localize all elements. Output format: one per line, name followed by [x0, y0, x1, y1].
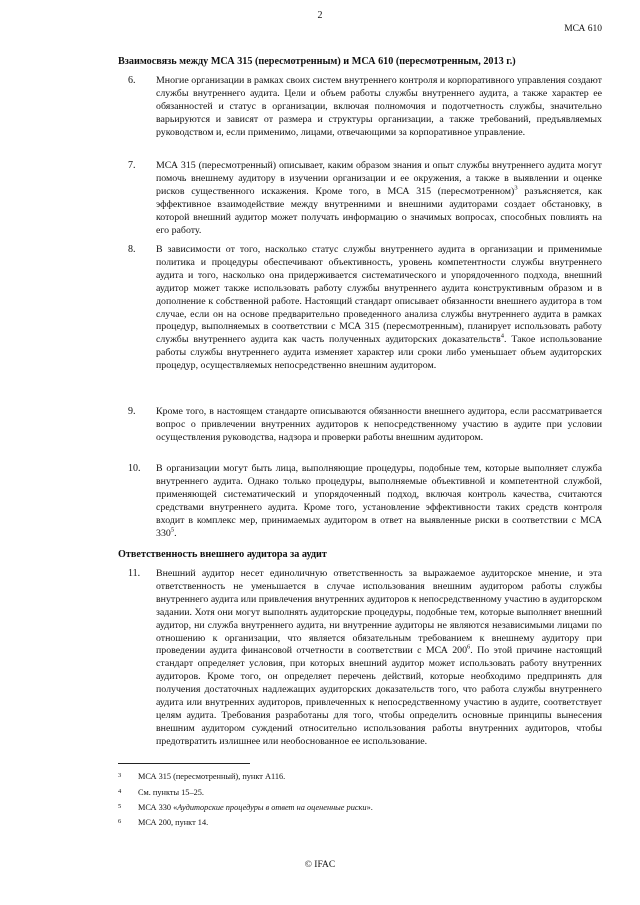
paragraph-text: В зависимости от того, насколько статус службы внутреннего аудита в организации и применимые политика и процедуры обеспечивают объективность, уровень компетентности службы внутреннего аудита и того, насколько она придерживается систематического и упорядоченного подхода, внешний аудитор может также использовать работу службы внутреннего аудита конструктивным образом и в дополнение к собственной работе. Настоящий стандарт описывает обязанности внешнего аудитора в том случае, если он на основе предварительно проведенного анализа службы внутреннего аудита в рамках процедур, выполняемых в соответствии с МСА 315 (пересмотренным), планирует использовать работу службы внутреннего аудита как часть полученных аудиторских доказательств$^4$. Такое использование работы службы внутреннего аудита изменяет характер или сроки либо уменьшает объем аудиторских процедур, осуществляемых непосредственно внешним аудитором. — [156, 244, 602, 372]
document-code: МСА 610 — [564, 24, 602, 34]
page-number: 2 — [317, 10, 323, 21]
footnote-text: МСА 200, пункт 14. — [138, 818, 209, 827]
section-heading: Взаимосвязь между МСА 315 (пересмотренным) и МСА 610 (пересмотренным, 2013 г.) — [118, 56, 516, 67]
footnote-ref: 4 — [500, 333, 504, 341]
footnote-text: См. пункты 15–25. — [138, 788, 204, 797]
paragraph-number: 7. — [128, 160, 136, 171]
footnote-text: МСА 315 (пересмотренный), пункт A116. — [138, 772, 286, 781]
paragraph-text: МСА 315 (пересмотренный) описывает, каким образом знания и опыт службы внутреннего аудита могут помочь внешнему аудитору в изучении организации и ее окружения, а также в выявлении и оценке рисков существенного искажения. Кроме того, в МСА 315 (пересмотренном)$^3$ разъясняется, как эффективное взаимодействие между внутренними и внешними аудиторами создает обстановку, в которой внешний аудитор может получать информацию о значимых вопросах, способных повлиять на его работу. — [156, 160, 603, 236]
footnote-ref: 3 — [514, 184, 518, 192]
paragraph-text: Многие организации в рамках своих систем внутреннего контроля и корпоративного управления создают службы внутреннего аудита. Цели и объем работы службы внутреннего аудита, а также характер ее обязанностей и статус в организации, включая полномочия и подотчетность службы, значительно варьируются и зависят от размера и структуры организации, а также требований, предъявляемых руководством и, если применимо, лицами, отвечающими за корпоративное управление. — [156, 75, 602, 138]
footnote-ref: 6 — [467, 644, 471, 652]
section-heading: Ответственность внешнего аудитора за аудит — [118, 549, 327, 560]
footnote-divider — [118, 763, 250, 764]
paragraph-number: 9. — [128, 406, 136, 417]
paragraph-text: Кроме того, в настоящем стандарте описываются обязанности внешнего аудитора, если рассматривается вопрос о привлечении внутренних аудиторов к непосредственному участию в аудите при условии осуществления руководства, надзора и проверки работы внешним аудитором. — [156, 406, 602, 443]
footnote-number: 4 — [118, 788, 122, 795]
footnote-number: 5 — [118, 803, 122, 810]
paragraph-text: Внешний аудитор несет единоличную ответственность за выражаемое аудиторское мнение, и эта ответственность не уменьшается в случае использования внешним аудитором работы службы внутреннего аудита или привлечения внутренних аудиторов к непосредственному участию в аудиторском задании. Хотя они могут выполнять аудиторские процедуры, подобные тем, которые выполняет внешний аудитор, ни служба внутреннего аудита, ни внутренние аудиторы не являются независимыми лицами по отношению к организации, что является обязательным требованием к внешнему аудитору при проведении аудита финансовой отчетности в соответствии с МСА $200^6$. По этой причине настоящий стандарт определяет условия, при которых внешний аудитор может использовать работу внутренних аудиторов. Кроме того, он определяет перечень действий, которые необходимо предпринять для получения достаточных надлежащих аудиторских доказательств того, что работа службы внутреннего аудита или внутренних аудиторов, привлеченных к непосредственному участию в аудите, соответствует целям аудита. Требования разработаны для того, чтобы определить основные принципы вынесения внешним аудитором суждений относительно использования работы внутренних аудиторов, чтобы предотвратить излишнее или необоснованное ее использование. — [156, 568, 602, 747]
paragraph-number: 10. — [128, 463, 141, 474]
paragraph-number: 8. — [128, 244, 136, 255]
copyright-footer: © IFAC — [304, 860, 336, 870]
footnote-text: МСА 330 «Аудиторские процедуры в ответ на оцененные риски». — [138, 803, 373, 812]
paragraph-number: 6. — [128, 75, 136, 86]
footnote-number: 6 — [118, 818, 122, 825]
footnote-ref: 5 — [170, 526, 175, 534]
paragraph-number: 11. — [128, 568, 141, 579]
footnote-number: 3 — [118, 772, 122, 779]
paragraph-text: В организации могут быть лица, выполняющие процедуры, подобные тем, которые выполняет служба внутреннего аудита. Однако только процедуры, выполняемые объективной и компетентной службой, применяющей систематический и упорядоченный подход, включая контроль качества, считаются средствами внутреннего аудита. Кроме того, установление эффективности таких средств контроля входит в комплекс мер, принимаемых аудитором в ответ на выявленные риски в соответствии с МСА $330^5$. — [156, 463, 602, 539]
